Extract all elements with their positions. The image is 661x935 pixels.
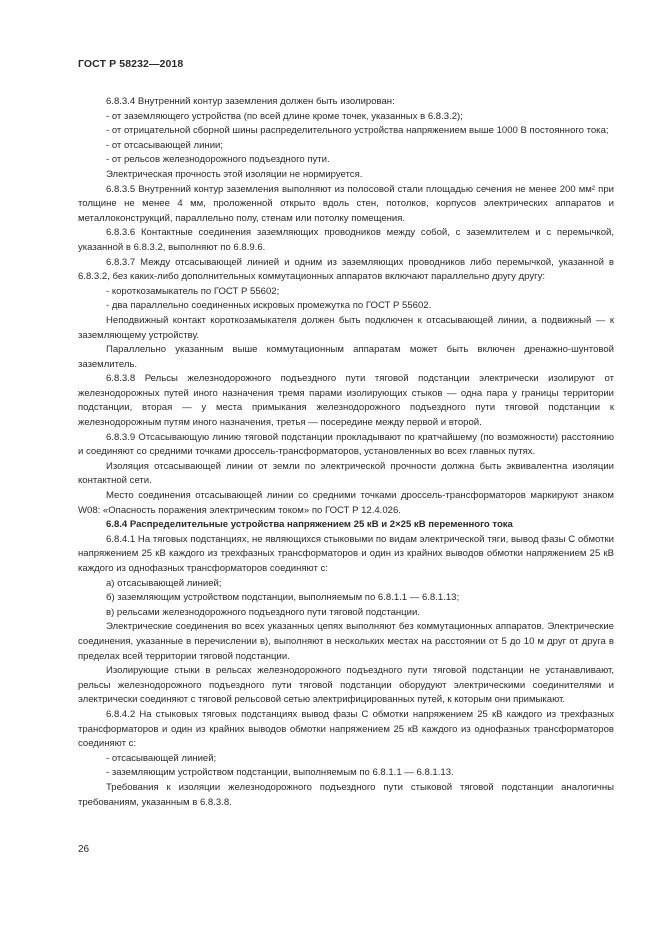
paragraph: Неподвижный контакт короткозамыкателя должен быть подключен к отсасывающей линии, а подвижный — к заземляющему устройству.: [78, 314, 614, 341]
paragraph: 6.8.3.8 Рельсы железнодорожного подъездного пути тяговой подстанции электрически изолируют от железнодорожных путей иного назначения тремя парами изолирующих стыков — одна пара у границы территории подстанции, вторая — у места примыкания железнодорожного подъездного пути тяговой подстанции к железнодорожным путям иного назначения, третья — посередине между первой и второй.: [78, 373, 614, 429]
list-item: б) заземляющим устройством подстанции, выполняемым по 6.8.1.1 — 6.8.1.13;: [106, 592, 460, 604]
paragraph: Электрическая прочность этой изоляции не нормируется.: [106, 168, 363, 180]
paragraph: Электрические соединения во всех указанных цепях выполняют без коммутационных аппаратов. Электрические соединения, указанные в перечислении в), выполняют в нескольких местах на расстоянии от 5 до 10 м друг от друга в пределах всей территории тяговой подстанции.: [78, 621, 614, 662]
paragraph: Параллельно указанным выше коммутационным аппаратам может быть включен дренажно-шунтовой заземлитель.: [78, 344, 614, 370]
paragraph: Требования к изоляции железнодорожного подъездного пути стыковой тяговой подстанции аналогичны требованиям, указанным в 6.8.3.8.: [78, 781, 614, 808]
list-item: - от заземляющего устройства (по всей длине кроме точек, указанных в 6.8.3.2);: [106, 110, 463, 122]
page-header: ГОСТ Р 58232—2018: [78, 58, 184, 70]
list-item: - от рельсов железнодорожного подъездного пути.: [106, 154, 330, 166]
paragraph: Изоляция отсасывающей линии от земли по электрической прочности должна быть эквивалентна изоляции контактной сети.: [78, 460, 614, 487]
paragraph: 6.8.3.9 Отсасывающую линию тяговой подстанции прокладывают по кратчайшему (по возможности) расстоянию и соединяют со средними точками дроссель-трансформаторов, установленных во всех главных путях.: [78, 431, 614, 458]
list-item: - два параллельно соединенных искровых промежутка по ГОСТ Р 55602.: [106, 300, 432, 312]
paragraph: 6.8.4.1 На тяговых подстанциях, не являющихся стыковыми по видам электрической тяги, вывод фазы С обмотки напряжением 25 кВ каждого из трехфазных трансформаторов и один из крайних выводов обмотки напряжением 25 кВ каждого из однофазных трансформаторов соединяют с:: [78, 533, 614, 574]
list-item: в) рельсами железнодорожного подъездного пути тяговой подстанции.: [106, 606, 420, 618]
paragraph: Изолирующие стыки в рельсах железнодорожного подъездного пути тяговой подстанции не устанавливают, рельсы железнодорожного подъездного пути тяговой подстанции оборудуют электрическими соединителями и электрически соединяют с тяговой рельсовой сетью электрифицированных путей, к которым они примыкают.: [78, 665, 614, 706]
list-item: - отсасывающей линией;: [106, 752, 217, 764]
list-item: а) отсасывающей линией;: [106, 577, 222, 589]
paragraph: Место соединения отсасывающей линии со средними точками дроссель-трансформаторов маркируют знаком W08: «Опасность поражения электрическим током» по ГОСТ Р 12.4.026.: [78, 490, 614, 516]
paragraph: 6.8.3.4 Внутренний контур заземления должен быть изолирован:: [106, 96, 395, 107]
paragraph: 6.8.4.2 На стыковых тяговых подстанциях вывод фазы С обмотки напряжением 25 кВ каждого из трехфазных трансформаторов и один из крайних выводов обмотки напряжением 25 кВ каждого из однофазных трансформаторов соединяют с:: [78, 708, 614, 750]
paragraph: 6.8.3.7 Между отсасывающей линией и одним из заземляющих проводников либо перемычкой, указанной в 6.8.3.2, без каких-либо дополнительных коммутационных аппаратов включают параллельно другу другу:: [78, 256, 614, 283]
section-heading: 6.8.4 Распределительные устройства напряжением 25 кВ и 2×25 кВ переменного тока: [106, 519, 513, 531]
paragraph: 6.8.3.5 Внутренний контур заземления выполняют из полосовой стали площадью сечения не менее 200 мм² при толщине не менее 4 мм, проложенной открыто вдоль стен, потолков, корпусов электрических аппаратов и металлоконструкций, параллельно полу, стенам или потолку помещения.: [78, 183, 614, 224]
list-item: - короткозамыкатель по ГОСТ Р 55602;: [106, 285, 280, 297]
list-item: - от отсасывающей линии;: [106, 139, 224, 151]
list-item: - от отрицательной сборной шины распределительного устройства напряжением выше 1000 В постоянного тока;: [106, 125, 609, 137]
document-body: [78, 95, 614, 810]
page-number: 26: [78, 844, 90, 855]
paragraph: 6.8.3.6 Контактные соединения заземляющих проводников между собой, с заземлителем и с перемычкой, указанной в 6.8.3.2, выполняют по 6.8.9.6.: [78, 227, 614, 253]
list-item: - заземляющим устройством подстанции, выполняемым по 6.8.1.1 — 6.8.1.13.: [106, 767, 454, 779]
